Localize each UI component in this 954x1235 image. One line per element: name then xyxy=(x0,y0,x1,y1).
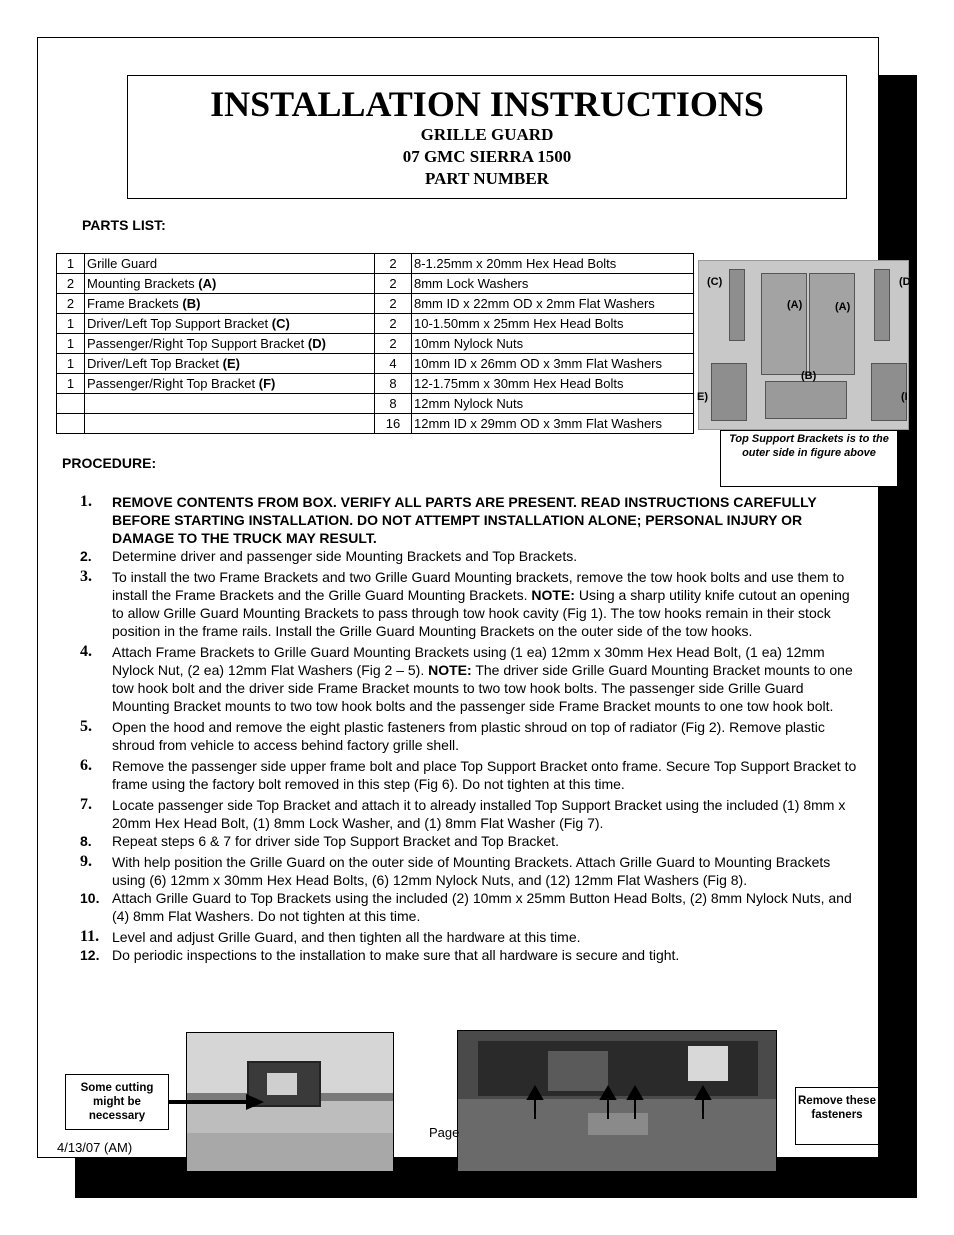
step-9 xyxy=(80,853,862,889)
part-qty: 1 xyxy=(57,374,85,394)
product-name: GRILLE GUARD xyxy=(420,125,554,144)
label-b: (B) xyxy=(801,370,817,382)
parts-row xyxy=(57,414,694,434)
step-3 xyxy=(80,568,862,640)
parts-row xyxy=(57,394,694,414)
bumper-lower xyxy=(187,1133,393,1171)
hardware-name: 10mm Nylock Nuts xyxy=(412,334,694,354)
hardware-name: 8mm Lock Washers xyxy=(412,274,694,294)
parts-table xyxy=(56,253,694,434)
parts-row xyxy=(57,274,694,294)
tow-hook xyxy=(267,1073,297,1095)
part-qty: 1 xyxy=(57,314,85,334)
hardware-qty: 16 xyxy=(375,414,412,434)
step-number: 5. xyxy=(80,718,92,735)
note-label: NOTE: xyxy=(531,587,575,603)
part-name: Driver/Left Top Bracket xyxy=(87,356,219,371)
bracket-a1-shape xyxy=(761,273,807,375)
step-note: The driver side Grille Guard Mounting Bracket mounts to one tow hook bolt and the driver side Frame Bracket mounts to two tow hook bolts. The passenger side Grille Guard Mounting Bracket mounts to two tow hook bolts and the passenger side Frame Bracket mounts to one tow hook bolt. xyxy=(112,662,853,714)
part-name-cell xyxy=(85,394,375,414)
step-8 xyxy=(80,832,862,850)
step-number: 11. xyxy=(80,928,100,945)
parts-list-heading: PARTS LIST: xyxy=(82,217,166,233)
step-1 xyxy=(80,493,862,547)
parts-row xyxy=(57,354,694,374)
part-name: Passenger/Right Top Bracket xyxy=(87,376,256,391)
step-number: 2. xyxy=(80,548,92,564)
cutting-callout: Some cutting might be necessary xyxy=(65,1074,169,1130)
step-text: Do periodic inspections to the installation to make sure that all hardware is secure and tight. xyxy=(112,947,680,963)
part-qty: 1 xyxy=(57,334,85,354)
bracket-a2-shape xyxy=(809,273,855,375)
hardware-qty: 2 xyxy=(375,314,412,334)
part-qty: 2 xyxy=(57,294,85,314)
step-4 xyxy=(80,643,862,715)
part-name: Driver/Left Top Support Bracket xyxy=(87,316,269,331)
part-name: Mounting Brackets xyxy=(87,276,195,291)
hardware-name: 10-1.50mm x 25mm Hex Head Bolts xyxy=(412,314,694,334)
engine-bay-photo xyxy=(457,1030,777,1172)
footer-date: 4/13/07 (AM) xyxy=(57,1140,133,1155)
label-c: (C) xyxy=(707,276,723,288)
step-6 xyxy=(80,757,862,793)
part-qty: 1 xyxy=(57,254,85,274)
hardware-qty: 2 xyxy=(375,274,412,294)
step-number: 4. xyxy=(80,643,92,660)
step-text: Attach Frame Brackets to Grille Guard Mounting Brackets using (1 ea) 12mm x 30mm Hex Head Bolt, (1 ea) 12mm Nylock Nut, (2 ea) 12mm Flat Washers (Fig 2 – 5). xyxy=(112,644,825,678)
step-number: 1. xyxy=(80,493,92,510)
hardware-name: 12-1.75mm x 30mm Hex Head Bolts xyxy=(412,374,694,394)
part-qty xyxy=(57,394,85,414)
label-e: E) xyxy=(697,391,708,403)
step-text: REMOVE CONTENTS FROM BOX. VERIFY ALL PARTS ARE PRESENT. READ INSTRUCTIONS CAREFULLY BEFORE STARTING INSTALLATION. DO NOT ATTEMPT INSTALLATION ALONE; PERSONAL INJURY OR DAMAGE TO THE TRUCK MAY RESULT. xyxy=(112,494,817,546)
part-tag: (D) xyxy=(307,336,326,351)
step-number: 10. xyxy=(80,890,100,906)
step-text: To install the two Frame Brackets and two Grille Guard Mounting brackets, remove the tow hook bolts and use them to install the Frame Brackets and the Grille Guard Mounting Brackets. xyxy=(112,569,845,603)
procedure-steps xyxy=(80,493,862,964)
hardware-name: 12mm ID x 29mm OD x 3mm Flat Washers xyxy=(412,414,694,434)
arrow-icons xyxy=(528,1087,710,1119)
step-note: Using a sharp utility knife cutout an opening to allow Grille Guard Mounting Brackets to pass through tow hook cavity (Fig 1). The tow hooks remain in their stock position in the frame rails. Install the Grille Guard Mounting Brackets on the outer side of the tow hooks. xyxy=(112,587,850,639)
hardware-qty: 2 xyxy=(375,294,412,314)
bracket-b-shape xyxy=(765,381,847,419)
part-name-cell xyxy=(85,374,375,394)
note-label: NOTE: xyxy=(428,662,472,678)
label-d: (D xyxy=(899,276,911,288)
hardware-qty: 8 xyxy=(375,394,412,414)
step-text: Attach Grille Guard to Top Brackets using the included (2) 10mm x 25mm Button Head Bolts, (2) 8mm Nylock Nuts, and (4) 8mm Flat Washers. Do not tighten at this time. xyxy=(112,890,852,924)
part-name-cell xyxy=(85,334,375,354)
parts-row xyxy=(57,314,694,334)
part-tag: (B) xyxy=(182,296,201,311)
document-title: INSTALLATION INSTRUCTIONS xyxy=(210,84,764,124)
part-name-cell xyxy=(85,274,375,294)
step-text: Open the hood and remove the eight plastic fasteners from plastic shroud on top of radiator (Fig 2). Remove plastic shroud from vehicle to access behind factory grille shell. xyxy=(112,719,825,753)
part-tag: (C) xyxy=(271,316,290,331)
step-2 xyxy=(80,547,862,565)
hardware-name: 10mm ID x 26mm OD x 3mm Flat Washers xyxy=(412,354,694,374)
step-10 xyxy=(80,889,862,925)
hardware-qty: 2 xyxy=(375,334,412,354)
part-name-cell xyxy=(85,314,375,334)
part-name-cell xyxy=(85,254,375,274)
step-number: 8. xyxy=(80,833,92,849)
label-a2: (A) xyxy=(835,301,851,313)
hardware-qty: 2 xyxy=(375,254,412,274)
cutting-arrow-icon xyxy=(160,1090,270,1114)
bracket-e-shape xyxy=(711,363,747,421)
fasteners-callout: Remove these fasteners xyxy=(795,1087,879,1145)
part-qty xyxy=(57,414,85,434)
fastener-arrows xyxy=(458,1031,778,1173)
step-text: Determine driver and passenger side Mounting Brackets and Top Brackets. xyxy=(112,548,578,564)
part-name-cell xyxy=(85,354,375,374)
step-number: 12. xyxy=(80,947,100,963)
photo-caption: Top Support Brackets is to the outer side in figure above xyxy=(720,430,898,487)
hardware-qty: 4 xyxy=(375,354,412,374)
step-text: With help position the Grille Guard on the outer side of Mounting Brackets. Attach Grille Guard to Mounting Brackets using (6) 12mm x 30mm Hex Head Bolts, (6) 12mm Nylock Nuts, and (12) 12mm Flat Washers (Fig 8). xyxy=(112,854,831,888)
brackets-photo xyxy=(698,260,909,430)
part-name: Frame Brackets xyxy=(87,296,179,311)
step-11 xyxy=(80,928,862,946)
step-number: 7. xyxy=(80,796,92,813)
part-name: Grille Guard xyxy=(87,256,158,271)
hardware-name: 8mm ID x 22mm OD x 2mm Flat Washers xyxy=(412,294,694,314)
step-number: 9. xyxy=(80,853,92,870)
part-tag: (A) xyxy=(198,276,217,291)
part-name-cell xyxy=(85,294,375,314)
hardware-qty: 8 xyxy=(375,374,412,394)
procedure-heading: PROCEDURE: xyxy=(62,455,157,471)
parts-row xyxy=(57,254,694,274)
step-text: Level and adjust Grille Guard, and then tighten all the hardware at this time. xyxy=(112,929,581,945)
part-tag: (F) xyxy=(258,376,276,391)
step-number: 3. xyxy=(80,568,92,585)
vehicle-name: 07 GMC SIERRA 1500 xyxy=(402,147,572,166)
part-qty: 2 xyxy=(57,274,85,294)
parts-row xyxy=(57,334,694,354)
parts-row xyxy=(57,294,694,314)
footer-page: Page xyxy=(429,1125,460,1140)
step-7 xyxy=(80,796,862,832)
title-box xyxy=(127,75,847,199)
part-tag: (E) xyxy=(222,356,240,371)
step-5 xyxy=(80,718,862,754)
step-number: 6. xyxy=(80,757,92,774)
part-qty: 1 xyxy=(57,354,85,374)
label-f: (I xyxy=(901,391,908,403)
hardware-name: 12mm Nylock Nuts xyxy=(412,394,694,414)
parts-row xyxy=(57,374,694,394)
step-text: Repeat steps 6 & 7 for driver side Top Support Bracket and Top Bracket. xyxy=(112,833,559,849)
label-a1: (A) xyxy=(787,299,803,311)
bracket-c-shape xyxy=(729,269,745,341)
hardware-name: 8-1.25mm x 20mm Hex Head Bolts xyxy=(412,254,694,274)
part-name: Passenger/Right Top Support Bracket xyxy=(87,336,305,351)
step-text: Remove the passenger side upper frame bolt and place Top Support Bracket onto frame. Secure Top Support Bracket to frame using the factory bolt removed in this step (Fig 6). Do not tighten at this time. xyxy=(112,758,857,792)
part-number: PART NUMBER xyxy=(425,169,549,188)
step-12 xyxy=(80,946,862,964)
part-name-cell xyxy=(85,414,375,434)
step-text: Locate passenger side Top Bracket and attach it to already installed Top Support Bracket using the included (1) 8mm x 20mm Hex Head Bolt, (1) 8mm Lock Washer, and (1) 8mm Flat Washer (Fig 7). xyxy=(112,797,846,831)
bracket-d-shape xyxy=(874,269,890,341)
